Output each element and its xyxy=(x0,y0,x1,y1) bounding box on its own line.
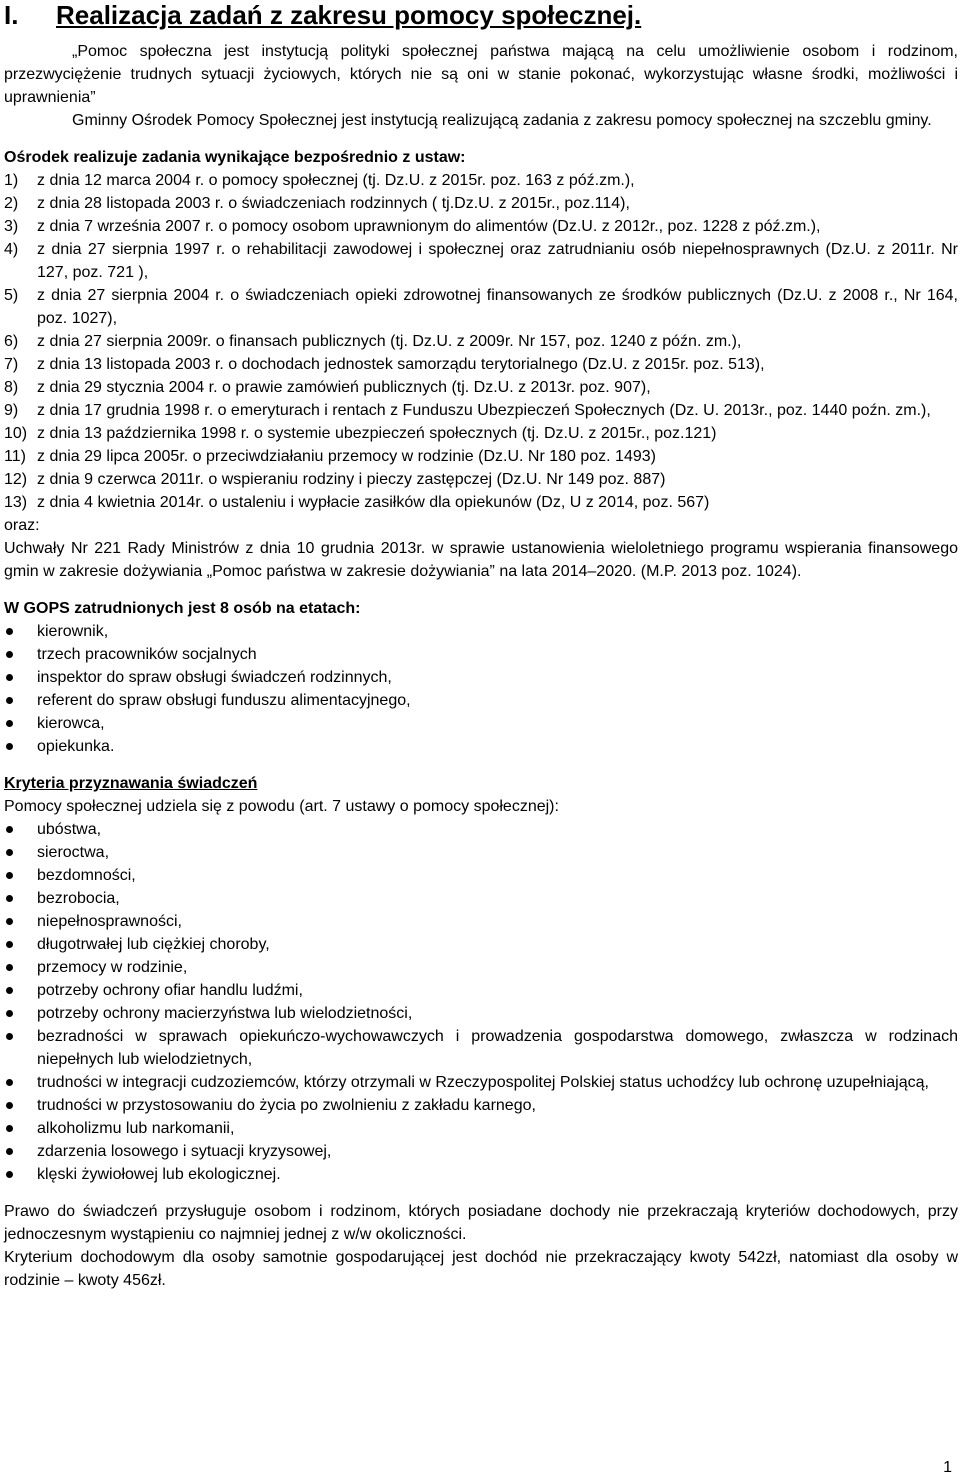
law-item-text: z dnia 27 sierpnia 2004 r. o świadczeniach opieki zdrowotnej finansowanych ze środków publicznych (Dz.U. z 2008 r., Nr 164, poz. 1027), xyxy=(37,287,958,327)
laws-oraz: oraz: xyxy=(4,517,40,534)
law-item-number: 2) xyxy=(4,195,19,212)
law-item-number: 10) xyxy=(4,425,28,442)
law-item-text: z dnia 27 sierpnia 2009r. o finansach publicznych (tj. Dz.U. z 2009r. Nr 157, poz. 1240 z późn. zm.), xyxy=(37,333,742,350)
staff-item xyxy=(4,620,958,643)
bullet-icon xyxy=(4,712,37,735)
bullet-icon xyxy=(4,933,37,956)
staff-list xyxy=(4,620,958,758)
staff-item xyxy=(4,689,958,712)
bullet-icon xyxy=(4,1025,37,1071)
law-item-text: z dnia 28 listopada 2003 r. o świadczeniach rodzinnych ( tj.Dz.U. z 2015r., poz.114), xyxy=(37,195,630,212)
law-item-number: 12) xyxy=(4,471,28,488)
criteria-item-text: sieroctwa, xyxy=(37,844,110,861)
law-item xyxy=(4,192,958,215)
law-item-text: z dnia 17 grudnia 1998 r. o emeryturach i rentach z Funduszu Ubezpieczeń Społecznych (Dz. U. 2013r., poz. 1440 poźn. zm.), xyxy=(37,402,931,419)
criteria-item-text: trudności w przystosowaniu do życia po zwolnieniu z zakładu karnego, xyxy=(37,1097,536,1114)
staff-item xyxy=(4,735,958,758)
criteria-heading: Kryteria przyznawania świadczeń xyxy=(4,775,258,792)
law-item-number: 8) xyxy=(4,379,19,396)
bullet-icon xyxy=(4,956,37,979)
criteria-item xyxy=(4,1140,958,1163)
criteria-item-text: potrzeby ochrony macierzyństwa lub wielodzietności, xyxy=(37,1005,413,1022)
law-item-number: 9) xyxy=(4,402,19,419)
law-item-text: z dnia 12 marca 2004 r. o pomocy społecznej (tj. Dz.U. z 2015r. poz. 163 z póź.zm.), xyxy=(37,172,635,189)
law-item xyxy=(4,353,958,376)
law-item-number: 13) xyxy=(4,494,28,511)
bullet-icon xyxy=(4,887,37,910)
intro-quote: „Pomoc społeczna jest instytucją polityki społecznej państwa mającą na celu umożliwienie osobom i rodzinom, przezwyciężenie trudnych sytuacji życiowych, których nie są oni w stanie pokonać, wykorzystując własne środki, możliwości i uprawnienia” xyxy=(4,43,958,106)
laws-heading: Ośrodek realizuje zadania wynikające bezpośrednio z ustaw: xyxy=(4,149,466,166)
criteria-item-text: klęski żywiołowej lub ekologicznej. xyxy=(37,1166,281,1183)
law-item-text: z dnia 9 czerwca 2011r. o wspieraniu rodziny i pieczy zastępczej (Dz.U. Nr 149 poz. 887) xyxy=(37,471,666,488)
criteria-item-text: niepełnosprawności, xyxy=(37,913,182,930)
criteria-eligibility: Prawo do świadczeń przysługuje osobom i rodzinom, których posiadane dochody nie przekraczają kryteriów dochodowych, przy jednoczesnym wystąpieniu co najmniej jednej z w/w okoliczności. xyxy=(4,1203,958,1243)
section-heading xyxy=(4,0,958,30)
bullet-icon xyxy=(4,620,37,643)
staff-item xyxy=(4,712,958,735)
law-item-number: 5) xyxy=(4,287,19,304)
bullet-icon xyxy=(4,1094,37,1117)
law-item xyxy=(4,238,958,284)
criteria-intro: Pomocy społecznej udziela się z powodu (art. 7 ustawy o pomocy społecznej): xyxy=(4,798,559,815)
law-item-text: z dnia 7 września 2007 r. o pomocy osobom uprawnionym do alimentów (Dz.U. z 2012r., poz. 1228 z póź.zm.), xyxy=(37,218,821,235)
staff-item-text: referent do spraw obsługi funduszu alimentacyjnego, xyxy=(37,692,411,709)
bullet-icon xyxy=(4,864,37,887)
law-item xyxy=(4,215,958,238)
criteria-item xyxy=(4,1094,958,1117)
bullet-icon xyxy=(4,689,37,712)
law-item xyxy=(4,169,958,192)
criteria-item xyxy=(4,1071,958,1094)
bullet-icon xyxy=(4,979,37,1002)
criteria-item xyxy=(4,933,958,956)
staff-item-text: kierownik, xyxy=(37,623,109,640)
bullet-icon xyxy=(4,841,37,864)
criteria-item xyxy=(4,979,958,1002)
law-item-text: z dnia 13 października 1998 r. o systemie ubezpieczeń społecznych (tj. Dz.U. z 2015r., poz.121) xyxy=(37,425,717,442)
criteria-item-text: bezdomności, xyxy=(37,867,136,884)
law-item-number: 6) xyxy=(4,333,19,350)
staff-item xyxy=(4,666,958,689)
laws-list xyxy=(4,169,958,514)
law-item-number: 7) xyxy=(4,356,19,373)
document-page xyxy=(4,0,958,1292)
criteria-item xyxy=(4,841,958,864)
staff-item-text: inspektor do spraw obsługi świadczeń rodzinnych, xyxy=(37,669,392,686)
criteria-item-text: bezrobocia, xyxy=(37,890,120,907)
law-item xyxy=(4,491,958,514)
criteria-item-text: alkoholizmu lub narkomanii, xyxy=(37,1120,235,1137)
criteria-item-text: przemocy w rodzinie, xyxy=(37,959,188,976)
page-number: 1 xyxy=(943,1459,952,1476)
bullet-icon xyxy=(4,666,37,689)
law-item xyxy=(4,445,958,468)
criteria-item-text: potrzeby ochrony ofiar handlu ludźmi, xyxy=(37,982,303,999)
bullet-icon xyxy=(4,735,37,758)
staff-item-text: opiekunka. xyxy=(37,738,115,755)
criteria-item xyxy=(4,887,958,910)
criteria-item xyxy=(4,864,958,887)
section-number: I. xyxy=(4,0,19,30)
law-item xyxy=(4,468,958,491)
law-item xyxy=(4,422,958,445)
bullet-icon xyxy=(4,1117,37,1140)
bullet-icon xyxy=(4,818,37,841)
staff-item xyxy=(4,643,958,666)
bullet-icon xyxy=(4,910,37,933)
criteria-item xyxy=(4,1163,958,1186)
law-item xyxy=(4,330,958,353)
law-item-number: 1) xyxy=(4,172,19,189)
intro-gops: Gminny Ośrodek Pomocy Społecznej jest instytucją realizującą zadania z zakresu pomocy społecznej na szczeblu gminy. xyxy=(72,112,932,129)
staff-item-text: trzech pracowników socjalnych xyxy=(37,646,257,663)
law-item-text: z dnia 13 listopada 2003 r. o dochodach jednostek samorządu terytorialnego (Dz.U. z 2015r. poz. 513), xyxy=(37,356,765,373)
law-item-number: 11) xyxy=(4,448,26,465)
laws-uchwala: Uchwały Nr 221 Rady Ministrów z dnia 10 grudnia 2013r. w sprawie ustanowienia wieloletniego programu wspierania finansowego gmin w zakresie dożywiania „Pomoc państwa w zakresie dożywiania” na lata 2014–2020. (M.P. 2013 poz. 1024). xyxy=(4,540,958,580)
criteria-item-text: bezradności w sprawach opiekuńczo-wychowawczych i prowadzenia gospodarstwa domowego, zwłaszcza w rodzinach niepełnych lub wielodzietnych, xyxy=(37,1028,958,1068)
bullet-icon xyxy=(4,1140,37,1163)
law-item-number: 3) xyxy=(4,218,19,235)
criteria-item xyxy=(4,1117,958,1140)
bullet-icon xyxy=(4,643,37,666)
law-item xyxy=(4,399,958,422)
criteria-list xyxy=(4,818,958,1186)
criteria-item xyxy=(4,956,958,979)
criteria-item-text: zdarzenia losowego i sytuacji kryzysowej, xyxy=(37,1143,332,1160)
criteria-income: Kryterium dochodowym dla osoby samotnie gospodarującej jest dochód nie przekraczający kwoty 542zł, natomiast dla osoby w rodzinie – kwoty 456zł. xyxy=(4,1249,958,1289)
law-item-text: z dnia 4 kwietnia 2014r. o ustaleniu i wypłacie zasiłków dla opiekunów (Dz, U z 2014, poz. 567) xyxy=(37,494,710,511)
bullet-icon xyxy=(4,1071,37,1094)
law-item-text: z dnia 29 lipca 2005r. o przeciwdziałaniu przemocy w rodzinie (Dz.U. Nr 180 poz. 1493) xyxy=(37,448,656,465)
criteria-item xyxy=(4,1002,958,1025)
criteria-item xyxy=(4,818,958,841)
bullet-icon xyxy=(4,1002,37,1025)
law-item-number: 4) xyxy=(4,241,19,258)
criteria-item-text: długotrwałej lub ciężkiej choroby, xyxy=(37,936,270,953)
criteria-item xyxy=(4,910,958,933)
law-item xyxy=(4,376,958,399)
law-item-text: z dnia 27 sierpnia 1997 r. o rehabilitacji zawodowej i społecznej oraz zatrudnianiu osób niepełnosprawnych (Dz.U. z 2011r. Nr 127, poz. 721 ), xyxy=(37,241,958,281)
law-item-text: z dnia 29 stycznia 2004 r. o prawie zamówień publicznych (tj. Dz.U. z 2013r. poz. 907), xyxy=(37,379,651,396)
bullet-icon xyxy=(4,1163,37,1186)
criteria-item xyxy=(4,1025,958,1071)
section-title: Realizacja zadań z zakresu pomocy społecznej. xyxy=(56,0,642,30)
criteria-item-text: ubóstwa, xyxy=(37,821,102,838)
criteria-item-text: trudności w integracji cudzoziemców, którzy otrzymali w Rzeczypospolitej Polskiej status uchodźcy lub ochronę uzupełniającą, xyxy=(37,1074,929,1091)
staff-heading: W GOPS zatrudnionych jest 8 osób na etatach: xyxy=(4,600,361,617)
staff-item-text: kierowca, xyxy=(37,715,105,732)
law-item xyxy=(4,284,958,330)
